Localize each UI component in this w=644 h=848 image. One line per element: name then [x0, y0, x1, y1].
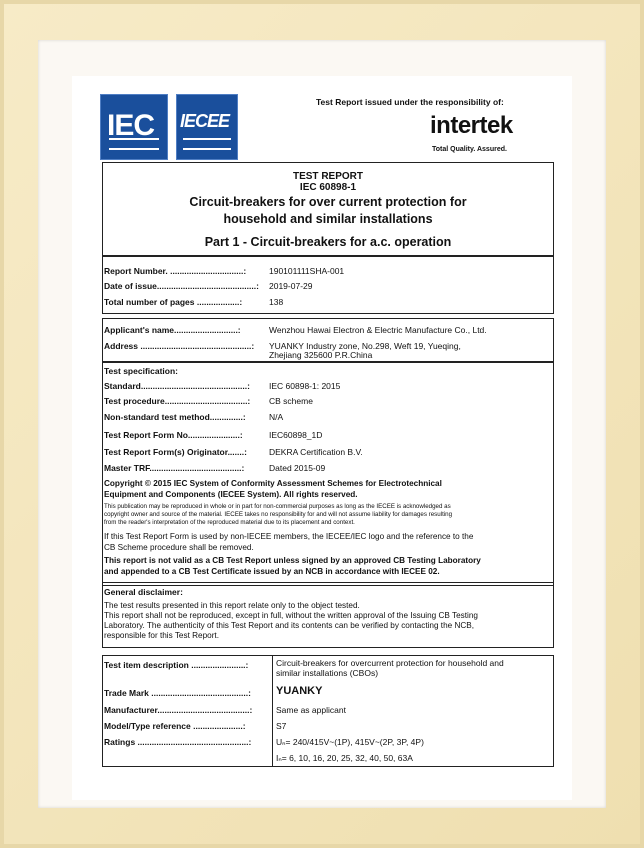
- applicant-name-value: Wenzhou Hawai Electron & Electric Manufacture Co., Ltd.: [269, 325, 487, 335]
- title-line-1: Circuit-breakers for over current protection for: [189, 195, 467, 209]
- form-number-label: Test Report Form No......................:: [104, 430, 243, 440]
- test-item-desc-2: similar installations (CBOs): [276, 668, 379, 678]
- iecee-logo-lines: [183, 138, 231, 150]
- disclaimer-line-3: Laboratory. The authenticity of this Test Report and its contents can be verified by contacting the NCB,: [104, 621, 475, 630]
- disclaimer-line-4: responsible for this Test Report.: [104, 631, 219, 640]
- intertek-logo: intertek: [430, 112, 513, 139]
- copyright-small-2: copyright owner and source of the material. IECEE takes no responsibility for and will not assume liability for damages resulting: [104, 511, 453, 518]
- standard-label: Standard.............................................:: [104, 381, 250, 391]
- title-box: [102, 162, 554, 256]
- ratings-current: Iₙ= 6, 10, 16, 20, 25, 32, 40, 50, 63A: [276, 753, 413, 763]
- address-line-2: Zhejiang 325600 P.R.China: [269, 350, 373, 360]
- test-spec-heading: Test specification:: [104, 366, 178, 376]
- trade-mark-value: YUANKY: [276, 685, 323, 697]
- title-line-2: household and similar installations: [223, 212, 433, 226]
- address-label: Address ...............................................:: [104, 341, 255, 351]
- disclaimer-line-2: This report shall not be reproduced, except in full, without the written approval of the Issuing CB Testing: [104, 611, 478, 620]
- disclaimer-line-1: The test results presented in this report relate only to the object tested.: [104, 601, 360, 610]
- form-originator-value: DEKRA Certification B.V.: [269, 447, 363, 457]
- non-standard-label: Non-standard test method..............:: [104, 412, 246, 422]
- date-of-issue-value: 2019-07-29: [269, 281, 313, 291]
- non-standard-value: N/A: [269, 412, 284, 422]
- iecee-logo: [176, 94, 238, 160]
- validity-note-1: This report is not valid as a CB Test Report unless signed by an approved CB Testing Laboratory: [104, 556, 481, 565]
- validity-note-2: and appended to a CB Test Certificate issued by an NCB in accordance with IECEE 02.: [104, 567, 440, 576]
- total-pages-value: 138: [269, 297, 284, 307]
- report-number-label: Report Number. ...............................:: [104, 266, 247, 276]
- iec-logo: [100, 94, 168, 160]
- master-trf-value: Dated 2015-09: [269, 463, 326, 473]
- iec-logo-text: IEC: [107, 109, 155, 142]
- master-trf-label: Master TRF.......................................:: [104, 463, 245, 473]
- model-type-label: Model/Type reference .....................:: [104, 721, 246, 731]
- copyright-small-1: This publication may be reproduced in whole or in part for non-commercial purposes as long as the IECEE is acknowledged as: [104, 503, 451, 510]
- form-originator-label: Test Report Form(s) Originator.......:: [104, 447, 247, 457]
- manufacturer-label: Manufacturer.......................................:: [104, 705, 253, 715]
- test-procedure-label: Test procedure...................................:: [104, 396, 251, 406]
- iecee-logo-text: IECEE: [180, 111, 230, 131]
- model-type-value: S7: [276, 721, 287, 731]
- iecee-note-2: CB Scheme procedure shall be removed.: [104, 543, 254, 552]
- responsibility-text: Test Report issued under the responsibility of:: [316, 97, 504, 107]
- copyright-heading-1: Copyright © 2015 IEC System of Conformity Assessment Schemes for Electrotechnical: [104, 479, 442, 488]
- ratings-voltage: Uₙ= 240/415V~(1P), 415V~(2P, 3P, 4P): [276, 737, 424, 747]
- copyright-small-3: from the reader's interpretation of the reproduced material due to its placement and context.: [104, 519, 355, 526]
- report-type: TEST REPORT: [292, 171, 363, 182]
- test-procedure-value: CB scheme: [269, 396, 313, 406]
- form-number-value: IEC60898_1D: [269, 430, 323, 440]
- test-item-desc-label: Test item description .......................:: [104, 660, 249, 670]
- test-item-desc-1: Circuit-breakers for overcurrent protection for household and: [276, 658, 504, 668]
- trade-mark-label: Trade Mark .........................................:: [104, 688, 251, 698]
- report-number-value: 190101111SHA-001: [269, 266, 345, 276]
- ratings-label: Ratings ...............................................:: [104, 737, 252, 747]
- iecee-note-1: If this Test Report Form is used by non-IECEE members, the IECEE/IEC logo and the reference to the: [104, 532, 474, 541]
- standard-code: IEC 60898-1: [299, 182, 357, 193]
- disclaimer-heading: General disclaimer:: [104, 587, 183, 597]
- title-part: Part 1 - Circuit-breakers for a.c. operation: [204, 235, 452, 249]
- test-item-divider: [272, 655, 273, 767]
- applicant-name-label: Applicant's name...........................:: [104, 325, 241, 335]
- manufacturer-value: Same as applicant: [276, 705, 346, 715]
- iec-logo-lines: [109, 138, 159, 150]
- standard-value: IEC 60898-1: 2015: [269, 381, 341, 391]
- intertek-tagline: Total Quality. Assured.: [432, 146, 507, 153]
- date-of-issue-label: Date of issue..........................................:: [104, 281, 259, 291]
- total-pages-label: Total number of pages ..................:: [104, 297, 243, 307]
- copyright-heading-2: Equipment and Components (IECEE System). All rights reserved.: [104, 490, 358, 499]
- address-line-1: YUANKY Industry zone, No.298, Weft 19, Yueqing,: [269, 341, 461, 351]
